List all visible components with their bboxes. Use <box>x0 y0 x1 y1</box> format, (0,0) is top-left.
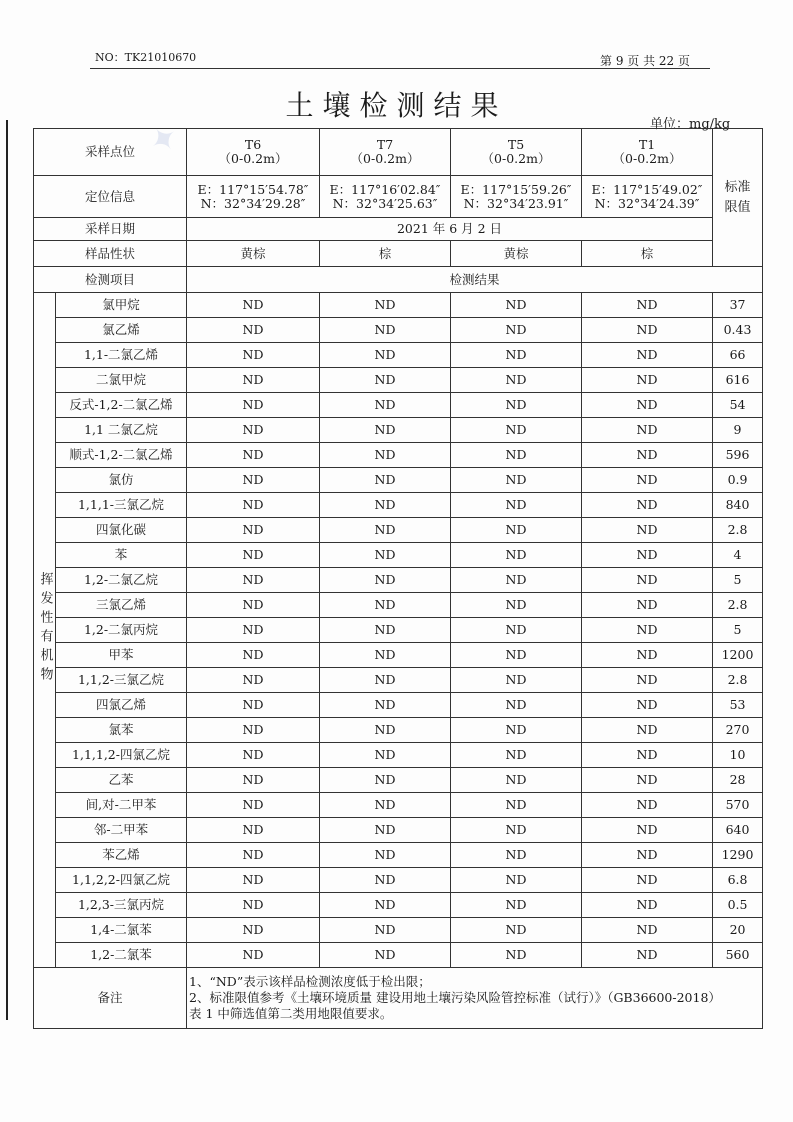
result-value: ND <box>320 843 451 868</box>
table-row <box>34 743 763 768</box>
header-rule <box>90 68 710 69</box>
remarks-row <box>34 968 763 1029</box>
table-row <box>34 793 763 818</box>
compound-name: 1,1 二氯乙烷 <box>56 418 187 443</box>
result-value: ND <box>187 618 320 643</box>
standard-limit: 270 <box>713 718 763 743</box>
result-value: ND <box>320 493 451 518</box>
label-site: 采样点位 <box>34 129 187 176</box>
label-standard <box>713 129 763 267</box>
result-value: ND <box>582 568 713 593</box>
compound-name: 三氯乙烯 <box>56 593 187 618</box>
compound-name: 1,4-二氯苯 <box>56 918 187 943</box>
result-value: ND <box>582 343 713 368</box>
page-title: 土壤检测结果 <box>285 89 508 122</box>
result-value: ND <box>451 443 582 468</box>
watermark: ✦ <box>141 115 188 165</box>
result-value: ND <box>320 293 451 318</box>
coord-n: N：32°34′25.63″ <box>332 195 438 211</box>
result-value: ND <box>451 618 582 643</box>
result-value: ND <box>187 293 320 318</box>
standard-limit: 4 <box>713 543 763 568</box>
compound-name: 氯仿 <box>56 468 187 493</box>
table-row <box>34 568 763 593</box>
result-value: ND <box>320 443 451 468</box>
standard-limit: 37 <box>713 293 763 318</box>
result-value: ND <box>187 868 320 893</box>
result-value: ND <box>451 643 582 668</box>
sample-site-cell <box>187 129 320 176</box>
result-value: ND <box>187 543 320 568</box>
table-row <box>34 293 763 318</box>
standard-limit: 616 <box>713 368 763 393</box>
standard-limit: 640 <box>713 818 763 843</box>
result-value: ND <box>451 793 582 818</box>
result-value: ND <box>187 393 320 418</box>
result-value: ND <box>320 368 451 393</box>
coord-e: E：117°15′49.02″ <box>591 181 703 197</box>
result-value: ND <box>582 768 713 793</box>
result-value: ND <box>451 318 582 343</box>
compound-name: 1,1,1,2-四氯乙烷 <box>56 743 187 768</box>
category-cell <box>34 293 56 968</box>
result-value: ND <box>187 368 320 393</box>
result-value: ND <box>582 468 713 493</box>
result-value: ND <box>451 543 582 568</box>
result-value: ND <box>582 943 713 968</box>
standard-limit: 0.43 <box>713 318 763 343</box>
result-value: ND <box>582 368 713 393</box>
result-value: ND <box>582 543 713 568</box>
result-value: ND <box>187 693 320 718</box>
result-value: ND <box>187 893 320 918</box>
standard-limit: 1200 <box>713 643 763 668</box>
standard-limit: 5 <box>713 618 763 643</box>
result-value: ND <box>320 743 451 768</box>
sample-name: T5 <box>507 137 525 152</box>
standard-limit: 2.8 <box>713 518 763 543</box>
result-value: ND <box>582 318 713 343</box>
result-value: ND <box>187 593 320 618</box>
sample-depth: （0-0.2m） <box>612 151 682 166</box>
table-row <box>34 818 763 843</box>
table-row <box>34 318 763 343</box>
table-row <box>34 918 763 943</box>
sample-name: T7 <box>376 137 394 152</box>
coord-e: E：117°15′59.26″ <box>460 181 572 197</box>
result-value: ND <box>187 768 320 793</box>
remark-line: 1、“ND”表示该样品检测浓度低于检出限； <box>189 974 431 989</box>
result-value: ND <box>582 918 713 943</box>
table-row <box>34 543 763 568</box>
result-value: ND <box>582 643 713 668</box>
compound-name: 1,1-二氯乙烯 <box>56 343 187 368</box>
standard-limit: 9 <box>713 418 763 443</box>
result-value: ND <box>320 543 451 568</box>
result-value: ND <box>320 568 451 593</box>
sample-name: T1 <box>638 137 656 152</box>
result-value: ND <box>451 468 582 493</box>
standard-label: 标准限值 <box>724 179 751 215</box>
result-value: ND <box>451 768 582 793</box>
sampling-date: 2021 年 6 月 2 日 <box>187 218 713 241</box>
compound-name: 氯苯 <box>56 718 187 743</box>
result-value: ND <box>451 818 582 843</box>
result-value: ND <box>320 468 451 493</box>
result-value: ND <box>451 493 582 518</box>
result-value: ND <box>320 943 451 968</box>
table-row <box>34 618 763 643</box>
standard-limit: 1290 <box>713 843 763 868</box>
result-value: ND <box>451 943 582 968</box>
compound-name: 苯 <box>56 543 187 568</box>
result-value: ND <box>451 868 582 893</box>
compound-name: 1,2-二氯乙烷 <box>56 568 187 593</box>
result-value: ND <box>187 743 320 768</box>
result-value: ND <box>320 518 451 543</box>
remark-line: 表 1 中筛选值第二类用地限值要求。 <box>189 1006 393 1021</box>
location-cell <box>187 176 320 218</box>
standard-limit: 54 <box>713 393 763 418</box>
compound-name: 乙苯 <box>56 768 187 793</box>
coord-e: E：117°16′02.84″ <box>329 181 441 197</box>
result-value: ND <box>451 718 582 743</box>
table-row <box>34 593 763 618</box>
table-row <box>34 643 763 668</box>
standard-limit: 840 <box>713 493 763 518</box>
compound-name: 反式-1,2-二氯乙烯 <box>56 393 187 418</box>
result-value: ND <box>582 518 713 543</box>
compound-name: 1,2-二氯丙烷 <box>56 618 187 643</box>
compound-name: 1,1,2,2-四氯乙烷 <box>56 868 187 893</box>
sample-depth: （0-0.2m） <box>481 151 551 166</box>
result-value: ND <box>582 718 713 743</box>
compound-name: 邻-二甲苯 <box>56 818 187 843</box>
compound-name: 氯乙烯 <box>56 318 187 343</box>
sample-nature: 棕 <box>320 241 451 267</box>
table-row <box>34 393 763 418</box>
result-value: ND <box>451 743 582 768</box>
result-value: ND <box>187 468 320 493</box>
table-row <box>34 693 763 718</box>
result-value: ND <box>451 343 582 368</box>
result-value: ND <box>451 668 582 693</box>
remark-line: 2、标准限值参考《土壤环境质量 建设用地土壤污染风险管控标准（试行）》（GB36600-2018） <box>189 990 721 1005</box>
result-value: ND <box>582 418 713 443</box>
sample-depth: （0-0.2m） <box>350 151 420 166</box>
results-table <box>33 128 763 1029</box>
compound-name: 甲苯 <box>56 643 187 668</box>
result-value: ND <box>320 768 451 793</box>
result-value: ND <box>582 843 713 868</box>
result-value: ND <box>320 918 451 943</box>
result-value: ND <box>320 668 451 693</box>
result-value: ND <box>320 893 451 918</box>
result-value: ND <box>187 918 320 943</box>
location-cell <box>320 176 451 218</box>
sample-site-cell <box>451 129 582 176</box>
result-value: ND <box>320 618 451 643</box>
result-value: ND <box>451 368 582 393</box>
result-value: ND <box>451 568 582 593</box>
result-value: ND <box>320 393 451 418</box>
sample-name: T6 <box>244 137 262 152</box>
compound-name: 四氯化碳 <box>56 518 187 543</box>
result-value: ND <box>187 668 320 693</box>
result-value: ND <box>187 643 320 668</box>
table-row <box>34 668 763 693</box>
sample-nature: 黄棕 <box>451 241 582 267</box>
result-value: ND <box>451 893 582 918</box>
result-header: 检测结果 <box>187 267 763 293</box>
table-row <box>34 843 763 868</box>
label-location: 定位信息 <box>34 176 187 218</box>
sample-nature: 棕 <box>582 241 713 267</box>
coord-e: E：117°15′54.78″ <box>197 181 309 197</box>
result-value: ND <box>582 443 713 468</box>
sample-site-cell <box>320 129 451 176</box>
compound-name: 四氯乙烯 <box>56 693 187 718</box>
standard-limit: 53 <box>713 693 763 718</box>
result-value: ND <box>320 418 451 443</box>
result-value: ND <box>187 443 320 468</box>
result-value: ND <box>187 318 320 343</box>
table-row <box>34 493 763 518</box>
result-value: ND <box>320 643 451 668</box>
result-value: ND <box>451 293 582 318</box>
result-value: ND <box>451 418 582 443</box>
table-row <box>34 368 763 393</box>
compound-name: 1,1,1-三氯乙烷 <box>56 493 187 518</box>
result-value: ND <box>582 793 713 818</box>
binding-edge <box>0 120 8 1020</box>
standard-limit: 5 <box>713 568 763 593</box>
compound-name: 氯甲烷 <box>56 293 187 318</box>
label-nature: 样品性状 <box>34 241 187 267</box>
remarks-content <box>187 968 763 1029</box>
standard-limit: 2.8 <box>713 593 763 618</box>
table-row <box>34 768 763 793</box>
result-value: ND <box>187 343 320 368</box>
standard-limit: 0.5 <box>713 893 763 918</box>
standard-limit: 570 <box>713 793 763 818</box>
result-value: ND <box>187 843 320 868</box>
coord-n: N：32°34′29.28″ <box>200 195 306 211</box>
result-value: ND <box>451 518 582 543</box>
result-value: ND <box>187 718 320 743</box>
report-number: NO：TK21010670 <box>95 51 197 64</box>
result-value: ND <box>582 393 713 418</box>
result-value: ND <box>582 693 713 718</box>
sample-depth: （0-0.2m） <box>218 151 288 166</box>
table-row <box>34 718 763 743</box>
compound-name: 1,2,3-三氯丙烷 <box>56 893 187 918</box>
result-value: ND <box>187 518 320 543</box>
result-value: ND <box>582 593 713 618</box>
compound-name: 二氯甲烷 <box>56 368 187 393</box>
sample-site-cell <box>582 129 713 176</box>
result-value: ND <box>582 618 713 643</box>
compound-name: 苯乙烯 <box>56 843 187 868</box>
result-value: ND <box>320 718 451 743</box>
result-value: ND <box>582 818 713 843</box>
result-value: ND <box>187 943 320 968</box>
result-value: ND <box>187 793 320 818</box>
standard-limit: 596 <box>713 443 763 468</box>
coord-n: N：32°34′23.91″ <box>463 195 569 211</box>
standard-limit: 10 <box>713 743 763 768</box>
table-row <box>34 893 763 918</box>
page-info: 第 9 页 共 22 页 <box>600 54 690 68</box>
result-value: ND <box>582 493 713 518</box>
result-value: ND <box>582 293 713 318</box>
result-value: ND <box>320 318 451 343</box>
unit-label: 单位：mg/kg <box>650 117 731 132</box>
standard-limit: 6.8 <box>713 868 763 893</box>
result-value: ND <box>582 668 713 693</box>
sample-nature: 黄棕 <box>187 241 320 267</box>
standard-limit: 560 <box>713 943 763 968</box>
result-value: ND <box>451 843 582 868</box>
location-cell <box>451 176 582 218</box>
result-value: ND <box>582 893 713 918</box>
label-item: 检测项目 <box>34 267 187 293</box>
result-value: ND <box>320 868 451 893</box>
result-value: ND <box>320 793 451 818</box>
result-value: ND <box>187 818 320 843</box>
result-value: ND <box>451 593 582 618</box>
result-value: ND <box>187 418 320 443</box>
standard-limit: 28 <box>713 768 763 793</box>
standard-limit: 2.8 <box>713 668 763 693</box>
result-value: ND <box>582 743 713 768</box>
remarks-label: 备注 <box>34 968 187 1029</box>
category-label: 挥发性有机物 <box>37 571 53 686</box>
table-row <box>34 343 763 368</box>
standard-limit: 66 <box>713 343 763 368</box>
result-value: ND <box>451 918 582 943</box>
table-row <box>34 468 763 493</box>
result-value: ND <box>187 568 320 593</box>
table-row <box>34 418 763 443</box>
result-value: ND <box>451 393 582 418</box>
result-value: ND <box>320 818 451 843</box>
result-value: ND <box>320 593 451 618</box>
compound-name: 间,对-二甲苯 <box>56 793 187 818</box>
compound-name: 1,2-二氯苯 <box>56 943 187 968</box>
label-date: 采样日期 <box>34 218 187 241</box>
table-row <box>34 443 763 468</box>
compound-name: 顺式-1,2-二氯乙烯 <box>56 443 187 468</box>
result-value: ND <box>187 493 320 518</box>
compound-name: 1,1,2-三氯乙烷 <box>56 668 187 693</box>
result-value: ND <box>451 693 582 718</box>
result-value: ND <box>582 868 713 893</box>
result-value: ND <box>320 693 451 718</box>
table-row <box>34 518 763 543</box>
standard-limit: 20 <box>713 918 763 943</box>
coord-n: N：32°34′24.39″ <box>594 195 700 211</box>
location-cell <box>582 176 713 218</box>
table-row <box>34 943 763 968</box>
table-row <box>34 868 763 893</box>
result-value: ND <box>320 343 451 368</box>
standard-limit: 0.9 <box>713 468 763 493</box>
